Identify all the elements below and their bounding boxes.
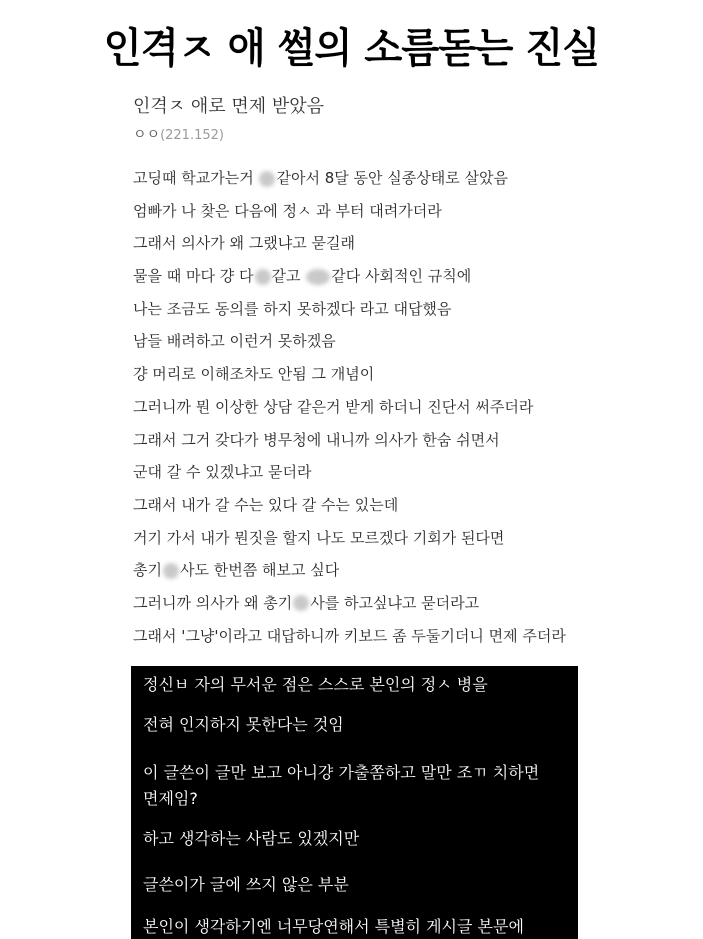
post-title: 인격ㅈ 애로 면제 받았음 — [133, 96, 325, 117]
post-author — [133, 124, 224, 144]
body-line: 걍 머리로 이해조차도 안됨 그 개념이 — [133, 365, 375, 384]
commentary-line: 글쓴이가 글에 쓰지 않은 부분 — [143, 875, 349, 894]
commentary-line: 하고 생각하는 사람도 있겠지만 — [143, 829, 360, 848]
censor-blur — [255, 269, 271, 285]
body-line: 거기 가서 내가 뭔짓을 할지 나도 모르겠다 기회가 된다면 — [133, 528, 505, 547]
body-line: 그래서 내가 갈 수는 있다 갈 수는 있는데 — [133, 495, 399, 514]
body-line: 총기 사도 한번쯤 해보고 싶다 — [133, 561, 340, 580]
censor-blur — [259, 171, 275, 187]
body-line: 그래서 의사가 왜 그랬냐고 묻길래 — [133, 234, 355, 253]
body-line: 그래서 '그냥'이라고 대답하니까 키보드 좀 두둘기더니 면제 주더라 — [133, 626, 566, 645]
body-line: 그래서 그거 갖다가 병무청에 내니까 의사가 한숨 쉬면서 — [133, 430, 500, 449]
author-name: ㅇㅇ — [133, 127, 161, 143]
body-line: 나는 조금도 동의를 하지 못하겠다 라고 대답했음 — [133, 299, 452, 318]
commentary-line: 정신ㅂ 자의 무서운 점은 스스로 본인의 정ㅅ 병을 — [143, 675, 488, 694]
body-line: 군대 갈 수 있겠냐고 묻더라 — [133, 463, 312, 482]
commentary-line: 면제임? — [143, 789, 198, 808]
censor-blur — [293, 595, 309, 611]
body-line: 그러니까 의사가 왜 총기 사를 하고싶냐고 묻더라고 — [133, 593, 480, 612]
commentary-line: 전혀 인지하지 못한다는 것임 — [143, 715, 344, 734]
author-ip: (221.152) — [160, 128, 224, 143]
censor-blur — [163, 563, 179, 579]
body-line: 그러니까 뭔 이상한 상담 같은거 받게 하더니 진단서 써주더라 — [133, 397, 534, 416]
censor-blur — [306, 269, 330, 285]
body-line: 남들 배려하고 이런거 못하겠음 — [133, 332, 336, 351]
commentary-line: 이 글쓴이 글만 보고 아니걍 가출쫌하고 말만 조ㄲ 치하면 — [143, 763, 540, 782]
commentary-box — [131, 666, 578, 939]
headline: 인격ㅈ 애 썰의 소름돋는 진실 — [103, 24, 600, 72]
body-line: 고딩때 학교가는거 같아서 8달 동안 실종상태로 살았음 — [133, 169, 508, 187]
post-body — [133, 162, 566, 652]
body-line: 엄빠가 나 찾은 다음에 정ㅅ 과 부터 대려가더라 — [133, 201, 442, 220]
body-line: 물을 때 마다 걍 다 같고 같다 사회적인 규칙에 — [133, 267, 472, 286]
commentary-line: 본인이 생각하기엔 너무당연해서 특별히 게시글 본문에 — [143, 917, 524, 936]
